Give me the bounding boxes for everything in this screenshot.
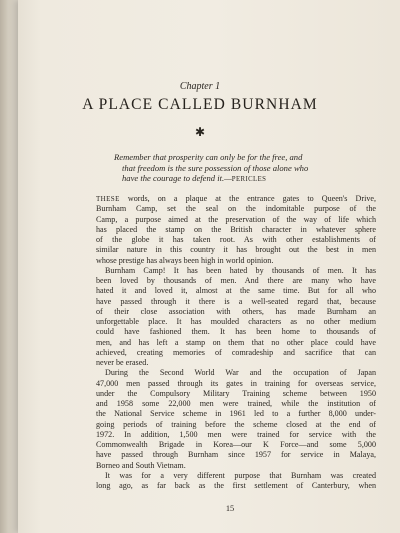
asterisk-ornament-icon: ✱ [194, 125, 206, 139]
body-line: unforgettable place. It has moulded characters as no other medium [96, 317, 376, 326]
body-line: 47,000 men passed through its gates in training for overseas service, [96, 378, 376, 388]
body-line: It was for a very different purpose that Burnham was created [105, 470, 376, 480]
body-line: been loved by thousands of men. And there are many who have [96, 276, 376, 285]
epigraph-line: that freedom is the sure possession of those alone who [122, 162, 309, 173]
chapter-label: Chapter 1 [179, 81, 221, 92]
body-line: men, and has left a stamp on them that no other place could have [96, 337, 376, 347]
body-line: and 1958 some 22,000 men were trained, while the institution of [96, 399, 376, 408]
body-line: has placed the stamp on the British character in whatever sphere [96, 224, 376, 234]
page-number: 15 [225, 504, 235, 513]
body-line: never be erased. [96, 358, 149, 367]
body-line: Burnham Camp! It has been hated by thousands of men. It has [105, 265, 376, 275]
epigraph-line: Remember that prosperity can only be for the free, and [114, 152, 303, 162]
body-line: have passed through it there is a well-seated regard that, because [96, 296, 376, 306]
body-line [96, 194, 376, 204]
chapter-title: A PLACE CALLED BURNHAM [82, 96, 318, 113]
body-line: 1972. In addition, 1,500 men were trained for service with the [96, 429, 376, 439]
body-line: During the Second World War and the occupation of Japan [105, 368, 376, 378]
body-line: have passed through Burnham since 1957 for service in Malaya, [96, 450, 376, 460]
body-line: could have fashioned them. It has been home to thousands of [96, 327, 376, 337]
body-line: Commonwealth Brigade in Korea—our K Force—and some 5,000 [96, 440, 376, 449]
body-line-text: words, on a plaque at the entrance gates to Queen's Drive, [119, 194, 376, 203]
body-line: similar nature in this country it has brought out the best in men [96, 245, 376, 255]
body-line: long ago, as far back as the first settlement of Canterbury, when [96, 481, 376, 490]
body-line: of their close association with others, has made Burnham an [96, 306, 376, 316]
epigraph-attribution: PERICLES [231, 176, 267, 184]
body-line: the National Service scheme in 1961 led to a further 8,000 under- [96, 409, 376, 419]
opening-word: THESE [96, 195, 120, 203]
body-line: of the globe it has taken root. As with other establishments of [96, 235, 376, 244]
body-text [96, 194, 376, 491]
epigraph [114, 152, 374, 186]
body-line: going periods of training before the scheme closed at the end of [96, 419, 376, 429]
body-line: Borneo and South Vietnam. [96, 460, 186, 470]
body-line: achieved, creating memories of comradeship and sacrifice that can [96, 347, 376, 357]
body-line: under the Compulsory Military Training scheme between 1950 [96, 388, 376, 398]
body-line: whose prestige has always been high in world opinion. [96, 255, 274, 265]
epigraph-line [114, 173, 374, 186]
epigraph-line-text: have the courage to defend it.— [122, 173, 232, 184]
body-line: Camp, a purpose aimed at the preservation of the way of life which [96, 214, 376, 224]
body-line: hated it and loved it, almost at the same time. But for all who [96, 286, 376, 296]
body-line: Burnham Camp, set the seal on the indomitable purpose of the [96, 204, 376, 214]
